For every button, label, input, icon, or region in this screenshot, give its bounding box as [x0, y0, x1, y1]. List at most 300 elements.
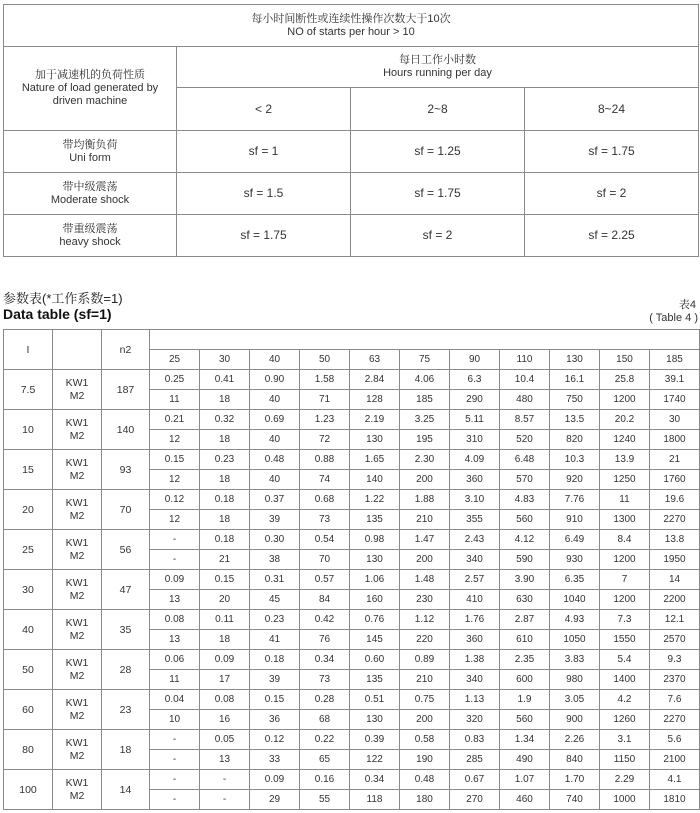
unit-cell: [53, 650, 102, 690]
kw1-value: 0.28: [300, 690, 350, 710]
m2-value: 73: [300, 510, 350, 530]
hours-range: < 2: [177, 88, 351, 131]
output-speed-cell: 18: [102, 730, 150, 770]
kw1-value: 1.13: [450, 690, 500, 710]
table-row-kw1: [4, 450, 700, 470]
m2-label: M2: [69, 669, 85, 682]
kw1-value: 2.35: [500, 650, 550, 670]
size-header: 110: [500, 350, 550, 370]
kw1-value: 4.93: [550, 610, 600, 630]
output-speed-cell: 70: [102, 490, 150, 530]
m2-value: 13: [150, 590, 200, 610]
sf-value: sf = 2: [525, 173, 699, 215]
m2-value: 410: [450, 590, 500, 610]
table-row-kw1: [4, 570, 700, 590]
m2-value: 1200: [600, 390, 650, 410]
size-header: 63: [350, 350, 400, 370]
m2-value: 130: [350, 430, 400, 450]
m2-value: 290: [450, 390, 500, 410]
unit-cell: [53, 610, 102, 650]
m2-value: 1760: [650, 470, 700, 490]
data-table-body: [4, 370, 700, 810]
m2-label: M2: [69, 549, 85, 562]
kw1-value: 0.69: [250, 410, 300, 430]
m2-value: 84: [300, 590, 350, 610]
kw1-value: 5.4: [600, 650, 650, 670]
output-speed-cell: 187: [102, 370, 150, 410]
m2-value: 560: [500, 510, 550, 530]
kw1-value: 0.22: [300, 730, 350, 750]
sf-value: sf = 2.25: [525, 215, 699, 257]
load-nature-header-en: Nature of load generated by driven machine: [21, 82, 159, 107]
kw1-value: 6.3: [450, 370, 500, 390]
kw1-value: 0.18: [200, 530, 250, 550]
m2-value: -: [150, 790, 200, 810]
m2-value: 130: [350, 550, 400, 570]
m2-value: 520: [500, 430, 550, 450]
kw1-value: 0.12: [150, 490, 200, 510]
m2-label: M2: [69, 389, 85, 402]
kw1-value: 1.34: [500, 730, 550, 750]
kw1-value: 3.25: [400, 410, 450, 430]
m2-value: 840: [550, 750, 600, 770]
size-header: 150: [600, 350, 650, 370]
m2-value: 750: [550, 390, 600, 410]
m2-label: M2: [69, 429, 85, 442]
sf-value: sf = 1.75: [525, 131, 699, 173]
kw1-label: KW1: [65, 576, 89, 589]
kw1-value: 0.32: [200, 410, 250, 430]
kw1-value: 0.51: [350, 690, 400, 710]
m2-value: 39: [250, 670, 300, 690]
m2-value: -: [150, 550, 200, 570]
kw1-value: 0.98: [350, 530, 400, 550]
kw1-value: 6.35: [550, 570, 600, 590]
m2-value: 36: [250, 710, 300, 730]
output-speed-cell: 14: [102, 770, 150, 810]
output-speed-header: n2: [102, 330, 150, 370]
output-speed-cell: 93: [102, 450, 150, 490]
m2-value: 460: [500, 790, 550, 810]
kw1-value: 1.06: [350, 570, 400, 590]
m2-value: 1400: [600, 670, 650, 690]
kw1-value: 0.75: [400, 690, 450, 710]
kw1-value: 4.2: [600, 690, 650, 710]
kw1-value: 0.18: [200, 490, 250, 510]
size-header: 130: [550, 350, 600, 370]
m2-value: 200: [400, 470, 450, 490]
kw1-value: 30: [650, 410, 700, 430]
m2-value: 1300: [600, 510, 650, 530]
m2-value: 1040: [550, 590, 600, 610]
service-factor-table: [3, 4, 699, 257]
kw1-value: 0.15: [200, 570, 250, 590]
m2-value: 18: [200, 430, 250, 450]
m2-value: 560: [500, 710, 550, 730]
kw1-value: 0.89: [400, 650, 450, 670]
m2-value: 180: [400, 790, 450, 810]
kw1-label: KW1: [65, 776, 89, 789]
m2-value: 590: [500, 550, 550, 570]
m2-value: 128: [350, 390, 400, 410]
kw1-value: 25.8: [600, 370, 650, 390]
kw1-value: 3.90: [500, 570, 550, 590]
m2-value: 73: [300, 670, 350, 690]
m2-value: 570: [500, 470, 550, 490]
m2-value: 68: [300, 710, 350, 730]
table-row-kw1: [4, 730, 700, 750]
unit-cell: [53, 730, 102, 770]
sf-title-cell: [4, 5, 699, 47]
m2-value: 118: [350, 790, 400, 810]
kw1-value: 1.38: [450, 650, 500, 670]
m2-value: 65: [300, 750, 350, 770]
kw1-value: 2.30: [400, 450, 450, 470]
m2-value: 76: [300, 630, 350, 650]
m2-value: 1550: [600, 630, 650, 650]
kw1-value: 7.3: [600, 610, 650, 630]
table-number-en: ( Table 4 ): [649, 312, 698, 324]
kw1-value: -: [200, 770, 250, 790]
kw1-value: 0.25: [150, 370, 200, 390]
kw1-value: 0.48: [400, 770, 450, 790]
data-table-title-cn: 参数表(*工作系数=1): [3, 291, 123, 306]
m2-value: 630: [500, 590, 550, 610]
ratio-cell: 20: [4, 490, 53, 530]
table-row-kw1: [4, 690, 700, 710]
kw1-value: 0.58: [400, 730, 450, 750]
m2-value: 71: [300, 390, 350, 410]
m2-label: M2: [69, 749, 85, 762]
sf-title-cn: 每小时间断性或连续性操作次数大于10次: [251, 12, 451, 25]
kw1-value: 0.15: [250, 690, 300, 710]
sf-value: sf = 1: [177, 131, 351, 173]
unit-header: [53, 330, 102, 370]
size-header: 185: [650, 350, 700, 370]
kw1-value: 0.41: [200, 370, 250, 390]
kw1-value: 2.19: [350, 410, 400, 430]
load-type-en: Uni form: [69, 151, 111, 164]
load-type-label: [4, 215, 177, 257]
ratio-cell: 80: [4, 730, 53, 770]
ratio-cell: 15: [4, 450, 53, 490]
data-table: [3, 329, 700, 810]
ratio-cell: 30: [4, 570, 53, 610]
m2-value: 2270: [650, 710, 700, 730]
m2-value: 930: [550, 550, 600, 570]
m2-value: 11: [150, 390, 200, 410]
kw1-value: 1.58: [300, 370, 350, 390]
kw1-value: 2.43: [450, 530, 500, 550]
load-type-en: Moderate shock: [50, 193, 130, 206]
m2-value: 40: [250, 430, 300, 450]
kw1-value: 1.70: [550, 770, 600, 790]
kw1-label: KW1: [65, 536, 89, 549]
kw1-value: 4.1: [650, 770, 700, 790]
sf-value: sf = 2: [351, 215, 525, 257]
kw1-value: 0.30: [250, 530, 300, 550]
unit-cell: [53, 490, 102, 530]
unit-cell: [53, 410, 102, 450]
m2-value: 135: [350, 510, 400, 530]
m2-label: M2: [69, 469, 85, 482]
size-header: 25: [150, 350, 200, 370]
m2-value: 1740: [650, 390, 700, 410]
kw1-value: 39.1: [650, 370, 700, 390]
kw1-value: 1.76: [450, 610, 500, 630]
sf-title-row: [4, 5, 699, 47]
m2-value: 1800: [650, 430, 700, 450]
m2-value: 980: [550, 670, 600, 690]
m2-value: 2100: [650, 750, 700, 770]
ratio-cell: 40: [4, 610, 53, 650]
size-header: 50: [300, 350, 350, 370]
kw1-value: 0.34: [300, 650, 350, 670]
m2-value: 2370: [650, 670, 700, 690]
kw1-label: KW1: [65, 416, 89, 429]
kw1-value: 5.6: [650, 730, 700, 750]
kw1-value: 1.65: [350, 450, 400, 470]
kw1-label: KW1: [65, 736, 89, 749]
sf-value: sf = 1.75: [177, 215, 351, 257]
m2-value: 1000: [600, 790, 650, 810]
table-row-kw1: [4, 610, 700, 630]
m2-value: 160: [350, 590, 400, 610]
kw1-value: 21: [650, 450, 700, 470]
m2-value: 1240: [600, 430, 650, 450]
table-row-kw1: [4, 370, 700, 390]
size-header: 75: [400, 350, 450, 370]
m2-value: 1260: [600, 710, 650, 730]
sf-value: sf = 1.25: [351, 131, 525, 173]
m2-value: 490: [500, 750, 550, 770]
hours-header-en: Hours running per day: [383, 67, 492, 79]
m2-value: 910: [550, 510, 600, 530]
load-type-label: [4, 173, 177, 215]
m2-value: 190: [400, 750, 450, 770]
kw1-value: 0.76: [350, 610, 400, 630]
kw1-value: 1.12: [400, 610, 450, 630]
kw1-value: 0.12: [250, 730, 300, 750]
m2-value: 29: [250, 790, 300, 810]
m2-value: 1150: [600, 750, 650, 770]
kw1-value: 5.11: [450, 410, 500, 430]
kw1-value: 10.4: [500, 370, 550, 390]
kw1-value: 0.37: [250, 490, 300, 510]
kw1-value: 7.6: [650, 690, 700, 710]
m2-value: 600: [500, 670, 550, 690]
kw1-value: 3.83: [550, 650, 600, 670]
kw1-value: 0.23: [250, 610, 300, 630]
table-row-kw1: [4, 410, 700, 430]
m2-value: 1050: [550, 630, 600, 650]
sf-value: sf = 1.5: [177, 173, 351, 215]
m2-value: -: [200, 790, 250, 810]
kw1-value: 0.39: [350, 730, 400, 750]
m2-value: 360: [450, 630, 500, 650]
m2-value: 12: [150, 510, 200, 530]
load-type-en: heavy shock: [59, 235, 121, 248]
kw1-value: 0.05: [200, 730, 250, 750]
size-header: 90: [450, 350, 500, 370]
m2-value: 12: [150, 430, 200, 450]
kw1-value: 0.90: [250, 370, 300, 390]
m2-value: 33: [250, 750, 300, 770]
output-speed-cell: 47: [102, 570, 150, 610]
m2-value: 72: [300, 430, 350, 450]
kw1-value: 0.54: [300, 530, 350, 550]
m2-value: 122: [350, 750, 400, 770]
m2-label: M2: [69, 789, 85, 802]
kw1-value: 0.42: [300, 610, 350, 630]
m2-value: 285: [450, 750, 500, 770]
m2-value: 210: [400, 670, 450, 690]
kw1-value: 0.16: [300, 770, 350, 790]
m2-value: 200: [400, 550, 450, 570]
ratio-cell: 60: [4, 690, 53, 730]
kw1-value: 3.05: [550, 690, 600, 710]
kw1-value: 1.47: [400, 530, 450, 550]
kw1-value: 0.08: [200, 690, 250, 710]
kw1-value: 0.06: [150, 650, 200, 670]
table-row-kw1: [4, 490, 700, 510]
m2-value: 21: [200, 550, 250, 570]
kw1-value: 2.87: [500, 610, 550, 630]
table-row-kw1: [4, 650, 700, 670]
kw1-value: 0.34: [350, 770, 400, 790]
kw1-value: 0.48: [250, 450, 300, 470]
unit-cell: [53, 450, 102, 490]
kw1-value: 0.09: [200, 650, 250, 670]
kw1-value: 13.5: [550, 410, 600, 430]
unit-cell: [53, 530, 102, 570]
kw1-value: 9.3: [650, 650, 700, 670]
kw1-value: 1.07: [500, 770, 550, 790]
kw1-value: 0.09: [150, 570, 200, 590]
m2-value: 18: [200, 390, 250, 410]
m2-value: 355: [450, 510, 500, 530]
kw1-value: 2.84: [350, 370, 400, 390]
unit-cell: [53, 570, 102, 610]
kw1-value: 20.2: [600, 410, 650, 430]
m2-value: 220: [400, 630, 450, 650]
m2-value: 1200: [600, 550, 650, 570]
kw1-value: 2.29: [600, 770, 650, 790]
load-type-cn: 带中级震荡: [62, 180, 118, 193]
kw1-value: 4.06: [400, 370, 450, 390]
kw1-value: 2.57: [450, 570, 500, 590]
m2-value: 145: [350, 630, 400, 650]
kw1-value: -: [150, 730, 200, 750]
m2-value: 2570: [650, 630, 700, 650]
unit-cell: [53, 770, 102, 810]
m2-value: 360: [450, 470, 500, 490]
kw1-value: 8.57: [500, 410, 550, 430]
hours-header-cn: 每日工作小时数: [399, 54, 476, 66]
m2-value: 38: [250, 550, 300, 570]
m2-value: 480: [500, 390, 550, 410]
m2-value: 70: [300, 550, 350, 570]
kw1-value: 12.1: [650, 610, 700, 630]
m2-value: 320: [450, 710, 500, 730]
m2-value: -: [150, 750, 200, 770]
kw1-label: KW1: [65, 696, 89, 709]
m2-value: 1200: [600, 590, 650, 610]
kw1-value: 0.15: [150, 450, 200, 470]
kw1-value: 0.68: [300, 490, 350, 510]
m2-value: 20: [200, 590, 250, 610]
table-number-cn: 表4: [678, 299, 696, 311]
load-type-label: [4, 131, 177, 173]
ratio-header: I: [4, 330, 53, 370]
kw1-value: 0.83: [450, 730, 500, 750]
kw1-value: 0.04: [150, 690, 200, 710]
hours-per-day-header: [177, 47, 699, 88]
load-nature-header-cn: 加于减速机的负荷性质: [35, 69, 145, 81]
m2-value: 45: [250, 590, 300, 610]
kw1-value: 13.8: [650, 530, 700, 550]
kw1-value: 0.21: [150, 410, 200, 430]
m2-value: 13: [200, 750, 250, 770]
m2-label: M2: [69, 629, 85, 642]
kw1-value: 4.09: [450, 450, 500, 470]
sf-hours-header-row: [4, 47, 699, 88]
kw1-value: 0.08: [150, 610, 200, 630]
table-row-kw1: [4, 530, 700, 550]
m2-value: 2270: [650, 510, 700, 530]
ratio-cell: 7.5: [4, 370, 53, 410]
output-speed-cell: 35: [102, 610, 150, 650]
m2-value: 310: [450, 430, 500, 450]
m2-label: M2: [69, 589, 85, 602]
kw1-value: 14: [650, 570, 700, 590]
kw1-label: KW1: [65, 656, 89, 669]
size-header: 30: [200, 350, 250, 370]
kw1-value: 1.88: [400, 490, 450, 510]
kw1-value: 6.49: [550, 530, 600, 550]
m2-value: 820: [550, 430, 600, 450]
kw1-value: 0.11: [200, 610, 250, 630]
kw1-value: 7.76: [550, 490, 600, 510]
m2-value: 340: [450, 670, 500, 690]
kw1-value: 16.1: [550, 370, 600, 390]
table-row-kw1: [4, 770, 700, 790]
ratio-cell: 25: [4, 530, 53, 570]
m2-value: 195: [400, 430, 450, 450]
kw1-value: 3.10: [450, 490, 500, 510]
data-header-row: [4, 330, 700, 350]
m2-value: 900: [550, 710, 600, 730]
m2-value: 1950: [650, 550, 700, 570]
hours-range: 2~8: [351, 88, 525, 131]
m2-value: 610: [500, 630, 550, 650]
ratio-cell: 50: [4, 650, 53, 690]
load-type-cn: 带均衡负荷: [62, 138, 118, 151]
m2-value: 11: [150, 670, 200, 690]
output-speed-cell: 28: [102, 650, 150, 690]
kw1-value: 1.48: [400, 570, 450, 590]
kw1-value: 0.18: [250, 650, 300, 670]
kw1-value: 11: [600, 490, 650, 510]
size-group-header: [150, 330, 700, 350]
output-speed-cell: 56: [102, 530, 150, 570]
m2-value: 41: [250, 630, 300, 650]
load-type-cn: 带重级震荡: [62, 222, 118, 235]
data-table-title-en: Data table (sf=1): [3, 306, 112, 322]
m2-value: 10: [150, 710, 200, 730]
kw1-label: KW1: [65, 456, 89, 469]
kw1-value: 1.22: [350, 490, 400, 510]
